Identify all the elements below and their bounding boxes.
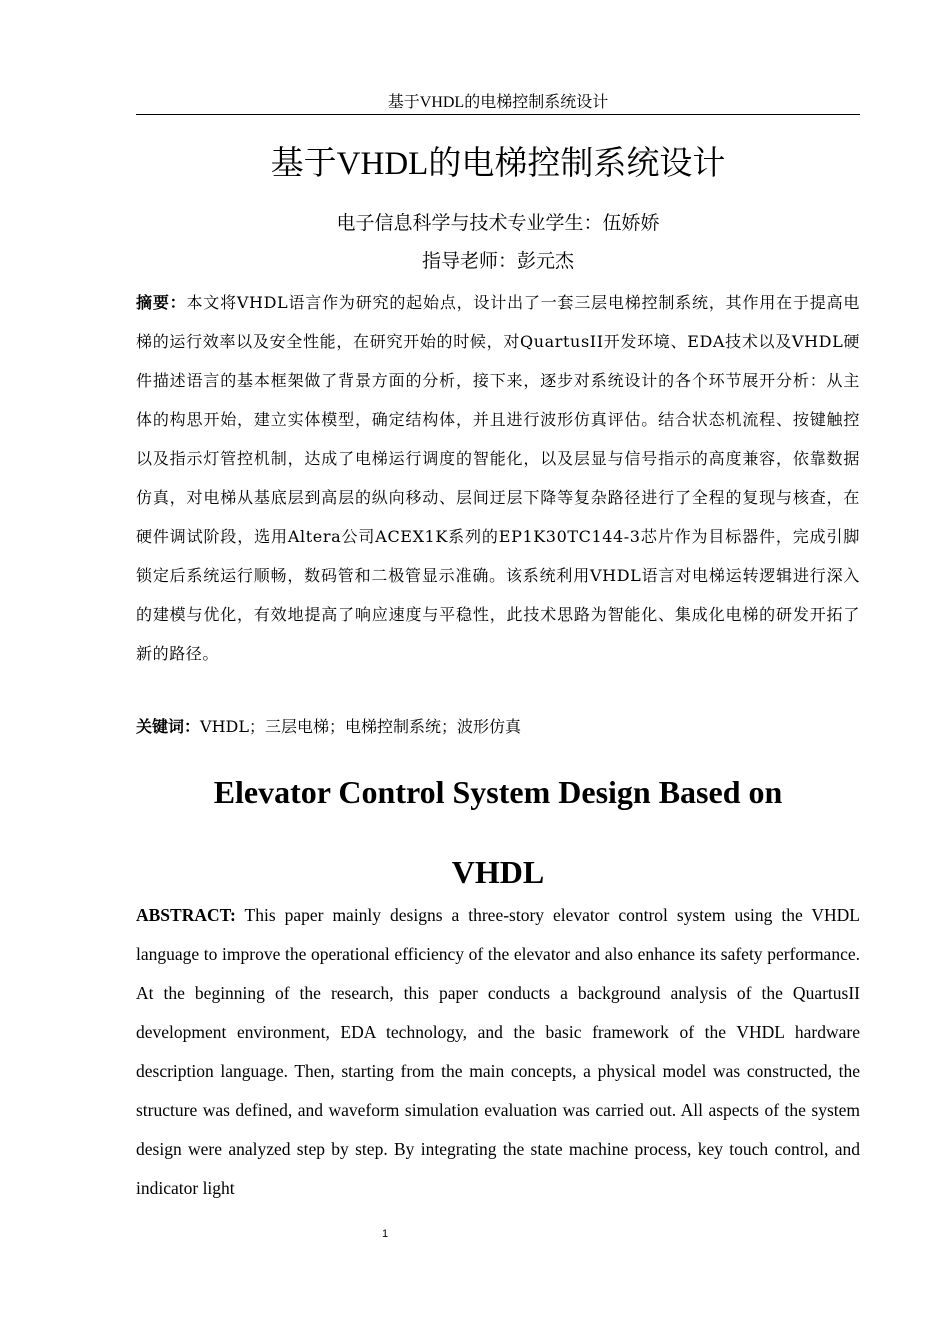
english-abstract-text: This paper mainly designs a three-story elevator control system using the VHDL language to improve the operational efficiency of the elevator and also enhance its safety performance. At the beginning of the research, this paper conducts a background analysis of the QuartusII development environment, EDA technology, and the basic framework of the VHDL hardware description language. Then, starting from the main concepts, a physical model was constructed, the structure was defined, and waveform simulation evaluation was carried out. All aspects of the system design were analyzed step by step. By integrating the state machine process, key touch control, and indicator light	[136, 905, 861, 1198]
chinese-abstract	[136, 283, 860, 673]
author-line: 电子信息科学与技术专业学生：伍娇娇	[336, 212, 660, 234]
keywords	[136, 712, 860, 742]
keywords-label: 关键词：	[136, 717, 201, 736]
english-title	[136, 752, 860, 912]
english-title-line-1: Elevator Control System Design Based on	[213, 774, 783, 810]
chinese-title	[136, 140, 860, 187]
english-title-line-2: VHDL	[451, 854, 545, 890]
page-number: 1	[381, 1228, 389, 1240]
running-header: 基于VHDL的电梯控制系统设计	[387, 94, 609, 111]
title-pre: 基于	[270, 143, 337, 182]
title-latin: VHDL	[336, 146, 429, 182]
header-rule	[136, 114, 860, 115]
keywords-text: VHDL；三层电梯；电梯控制系统；波形仿真	[200, 717, 521, 736]
chinese-abstract-text: 本文将VHDL语言作为研究的起始点，设计出了一套三层电梯控制系统，其作用在于提高电梯的运行效率以及安全性能，在研究开始的时候，对QuartusII开发环境、EDA技术以及VHDL硬件描述语言的基本框架做了背景方面的分析，接下来，逐步对系统设计的各个环节展开分析：从主体的构思开始，建立实体模型，确定结构体，并且进行波形仿真评估。结合状态机流程、按键触控以及指示灯管控机制，达成了电梯运行调度的智能化，以及层显与信号指示的高度兼容，依靠数据仿真，对电梯从基底层到高层的纵向移动、层间迂层下降等复杂路径进行了全程的复现与核查，在硬件调试阶段，选用Altera公司ACEX1K系列的EP1K30TC144-3芯片作为目标器件，完成引脚锁定后系统运行顺畅，数码管和二极管显示准确。该系统利用VHDL语言对电梯运转逻辑进行深入的建模与优化，有效地提高了响应速度与平稳性，此技术思路为智能化、集成化电梯的研发开拓了新的路径。	[136, 293, 860, 663]
english-abstract-label: ABSTRACT:	[136, 905, 236, 925]
advisor-line: 指导老师：彭元杰	[421, 250, 574, 272]
english-abstract	[136, 896, 860, 1208]
chinese-abstract-label: 摘要：	[136, 293, 187, 312]
title-post: 的电梯控制系统设计	[428, 143, 726, 182]
